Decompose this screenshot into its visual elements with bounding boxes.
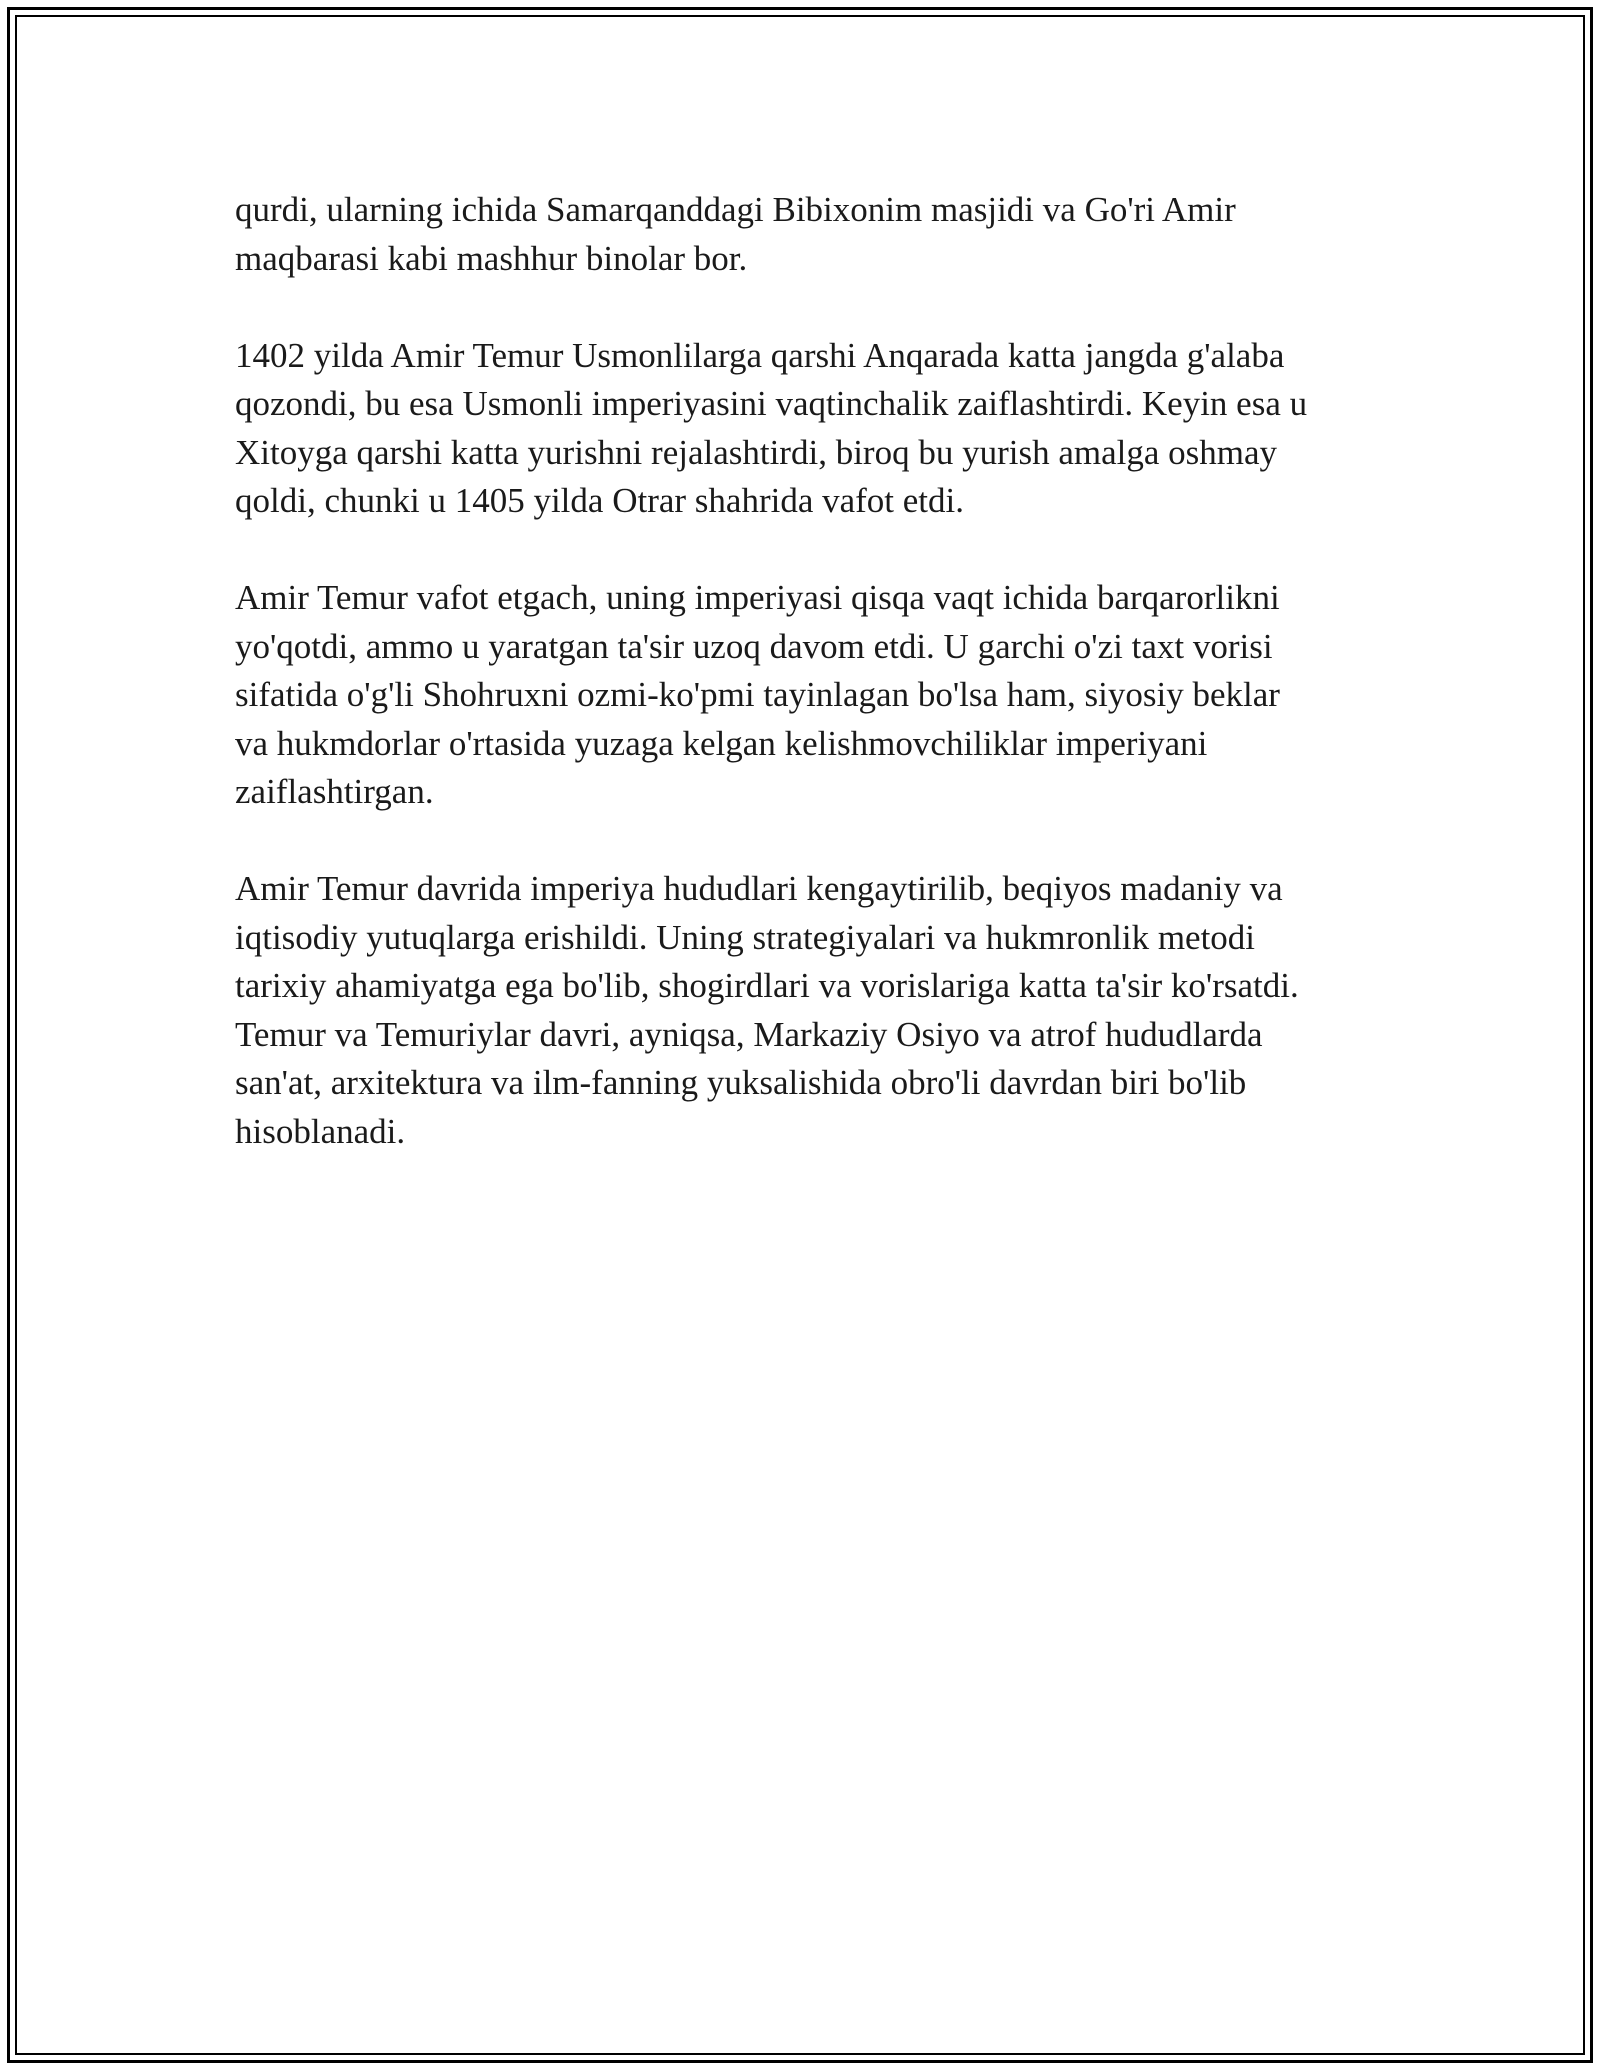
paragraph-3: Amir Temur vafot etgach, uning imperiyasi qisqa vaqt ichida barqarorlikni yo'qotdi, ammo u yaratgan ta'sir uzoq davom etdi. U garchi o'zi taxt vorisi sifatida o'g'li Shohruxni ozmi-ko'pmi tayinlagan bo'lsa ham, siyosiy beklar va hukmdorlar o'rtasida yuzaga kelgan kelishmovchiliklar imperiyani zaiflashtirgan. bbox=[235, 578, 1280, 811]
paragraph-2: 1402 yilda Amir Temur Usmonlilarga qarshi Anqarada katta jangda g'alaba qozondi, bu esa Usmonli imperiyasini vaqtinchalik zaiflashtirdi. Keyin esa u Xitoyga qarshi katta yurishni rejalashtirdi, biroq bu yurish amalga oshmay qoldi, chunki u 1405 yilda Otrar shahrida vafot etdi. bbox=[235, 335, 1308, 520]
paragraph-4: Amir Temur davrida imperiya hududlari kengaytirilib, beqiyos madaniy va iqtisodiy yutuqlarga erishildi. Uning strategiyalari va hukmronlik metodi tarixiy ahamiyatga ega bo'lib, shogirdlari va vorislariga katta ta'sir ko'rsatdi. Temur va Temuriylar davri, ayniqsa, Markaziy Osiyo va atrof hududlarda san'at, arxitektura va ilm-fanning yuksalishida obro'li davrdan biri bo'lib hisoblanadi. bbox=[235, 869, 1299, 1151]
paragraph-1: qurdi, ularning ichida Samarqanddagi Bibixonim masjidi va Go'ri Amir maqbarasi kabi mashhur binolar bor. bbox=[235, 190, 1236, 278]
document-body bbox=[235, 186, 1365, 1205]
